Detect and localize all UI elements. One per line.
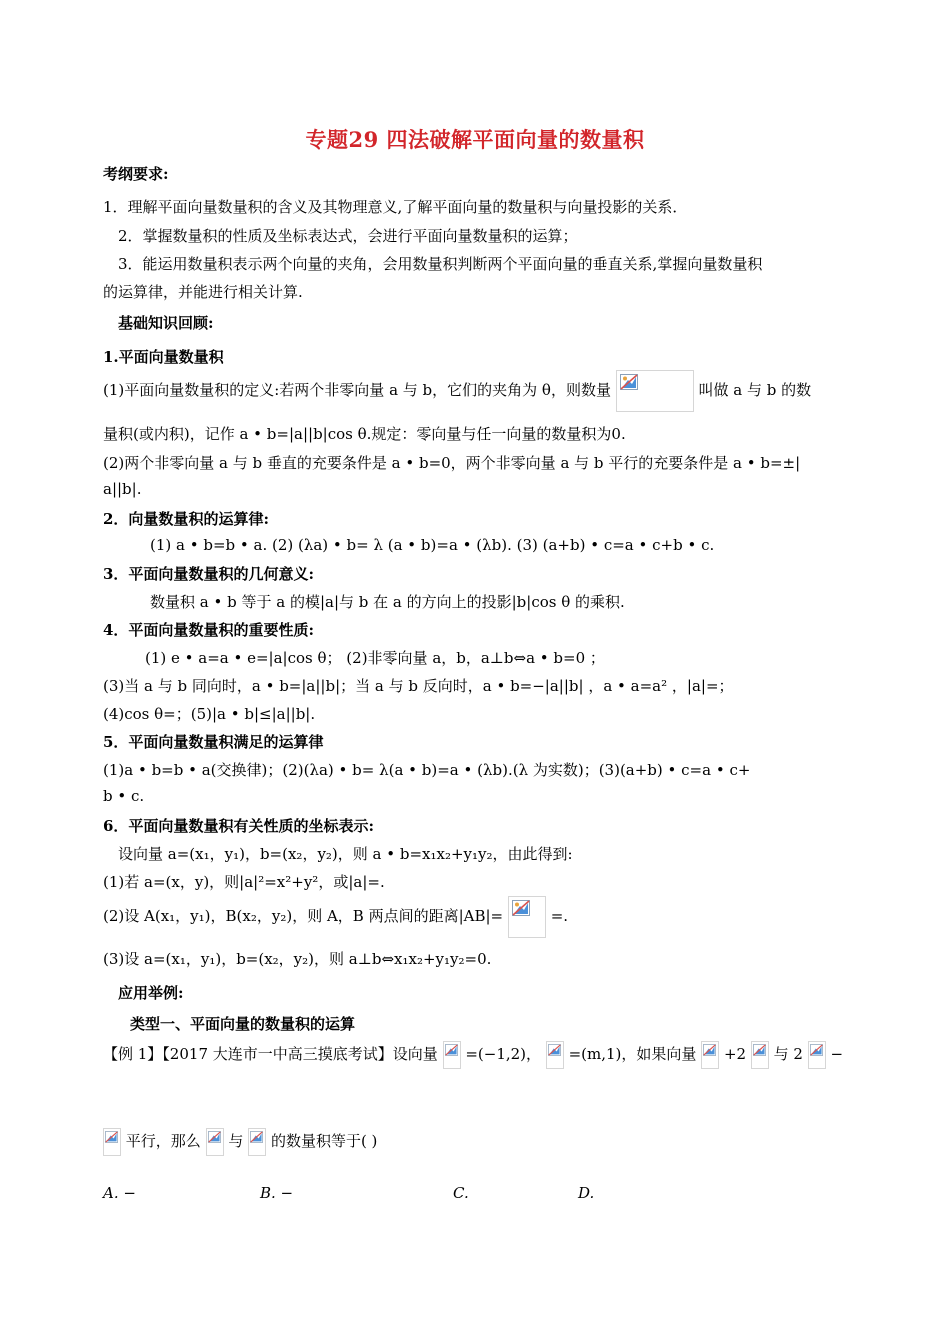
broken-image-icon (548, 1044, 561, 1056)
section-kaogang: 考纲要求: (103, 165, 169, 183)
example-text: 【例 1】【2017 大连市一中高三摸底考试】设向量 (103, 1045, 438, 1063)
formula-image (701, 1041, 719, 1069)
coord-text-end: =. (550, 907, 569, 925)
prop-line-2: (3)当 a 与 b 同向时，a • b=|a||b|；当 a 与 b 反向时，a • b=−|a||b| ，a • a=a² ，|a|=； (103, 677, 734, 695)
broken-image-icon (445, 1044, 458, 1056)
heading-2: 2．向量数量积的运算律: (103, 510, 269, 528)
example-text: 平行，那么 (125, 1132, 201, 1150)
coord-line-4: (3)设 a=(x₁，y₁)，b=(x₂，y₂)，则 a⊥b⇔x₁x₂+y₁y₂=0. (103, 950, 492, 968)
broken-image-icon (703, 1044, 716, 1056)
req-1: 1．理解平面向量数量积的含义及其物理意义,了解平面向量的数量积与向量投影的关系． (103, 198, 688, 216)
formula-image (443, 1041, 461, 1069)
formula-image (248, 1128, 266, 1156)
heading-3: 3．平面向量数量积的几何意义: (103, 565, 314, 583)
geom-line: 数量积 a • b 等于 a 的模|a|与 b 在 a 的方向上的投影|b|cos θ 的乘积. (150, 593, 625, 611)
req-3: 3．能运用数量积表示两个向量的夹角，会用数量积判断两个平面向量的垂直关系,掌握向量数量积 (118, 255, 763, 273)
formula-image (103, 1128, 121, 1156)
def-line-1 (103, 370, 811, 412)
section-yingyong: 应用举例: (118, 984, 184, 1002)
formula-image (616, 370, 694, 412)
coord-text: (2)设 A(x₁，y₁)，B(x₂，y₂)，则 A，B 两点间的距离|AB|= (103, 907, 504, 925)
heading-5: 5．平面向量数量积满足的运算律 (103, 733, 324, 751)
broken-image-icon (105, 1131, 118, 1143)
option-a: A. − (103, 1184, 136, 1202)
heading-6: 6．平面向量数量积有关性质的坐标表示: (103, 817, 374, 835)
formula-image (808, 1041, 826, 1069)
def-text-end: 叫做 a 与 b 的数 (698, 381, 812, 399)
example-text: =(m,1)，如果向量 (568, 1045, 697, 1063)
formula-image (751, 1041, 769, 1069)
broken-image-icon (250, 1131, 263, 1143)
formula-image (546, 1041, 564, 1069)
def-line-3: (2)两个非零向量 a 与 b 垂直的充要条件是 a • b=0，两个非零向量 a 与 b 平行的充要条件是 a • b=±| (103, 454, 801, 472)
broken-image-icon (753, 1044, 766, 1056)
rule-line-1: (1)a • b=b • a(交换律)；(2)(λa) • b= λ(a • b)=a • (λb).(λ 为实数)；(3)(a+b) • c=a • c+ (103, 761, 751, 779)
coord-line-3 (103, 896, 568, 938)
example-text: 与 2 (773, 1045, 803, 1063)
def-line-2: 量积(或内积)，记作 a • b=|a||b|cos θ.规定：零向量与任一向量的数量积为0. (103, 425, 626, 443)
prop-line-3: (4)cos θ=；(5)|a • b|≤|a||b|. (103, 705, 316, 723)
section-jichu: 基础知识回顾: (118, 314, 214, 332)
option-c: C. (453, 1184, 469, 1202)
example-text: 与 (228, 1132, 244, 1150)
option-b: B. − (260, 1184, 294, 1202)
type-heading: 类型一、平面向量的数量积的运算 (130, 1015, 356, 1033)
example-text: +2 (723, 1045, 747, 1063)
heading-1: 1.平面向量数量积 (103, 348, 224, 366)
broken-image-icon (620, 374, 638, 390)
def-text: (1)平面向量数量积的定义:若两个非零向量 a 与 b，它们的夹角为 θ，则数量 (103, 381, 611, 399)
heading-4: 4．平面向量数量积的重要性质: (103, 621, 314, 639)
example-text: 的数量积等于( ) (270, 1132, 378, 1150)
rule-line-2: b • c. (103, 787, 145, 805)
formula-image (206, 1128, 224, 1156)
coord-line-2: (1)若 a=(x，y)，则|a|²=x²+y²，或|a|=. (103, 873, 385, 891)
page-title: 专题29 四法破解平面向量的数量积 (305, 127, 645, 152)
prop-line-1: (1) e • a=a • e=|a|cos θ； (2)非零向量 a，b，a⊥b⇔a • b=0 ； (145, 649, 605, 667)
broken-image-icon (512, 900, 530, 916)
coord-line-1: 设向量 a=(x₁，y₁)，b=(x₂，y₂)，则 a • b=x₁x₂+y₁y₂，由此得到: (118, 845, 573, 863)
example-text: =(−1,2)， (465, 1045, 542, 1063)
law-line: (1) a • b=b • a. (2) (λa) • b= λ (a • b)=a • (λb). (3) (a+b) • c=a • c+b • c. (150, 536, 715, 554)
broken-image-icon (810, 1044, 823, 1056)
req-2: 2．掌握数量积的性质及坐标表达式，会进行平面向量数量积的运算； (118, 227, 578, 245)
example-line-1 (103, 1041, 843, 1069)
def-line-4: a||b|. (103, 480, 142, 498)
example-text: − (830, 1045, 844, 1063)
option-d: D. (578, 1184, 595, 1202)
example-line-2 (103, 1128, 377, 1156)
broken-image-icon (208, 1131, 221, 1143)
req-3-cont: 的运算律，并能进行相关计算. (103, 283, 303, 301)
formula-image (508, 896, 546, 938)
